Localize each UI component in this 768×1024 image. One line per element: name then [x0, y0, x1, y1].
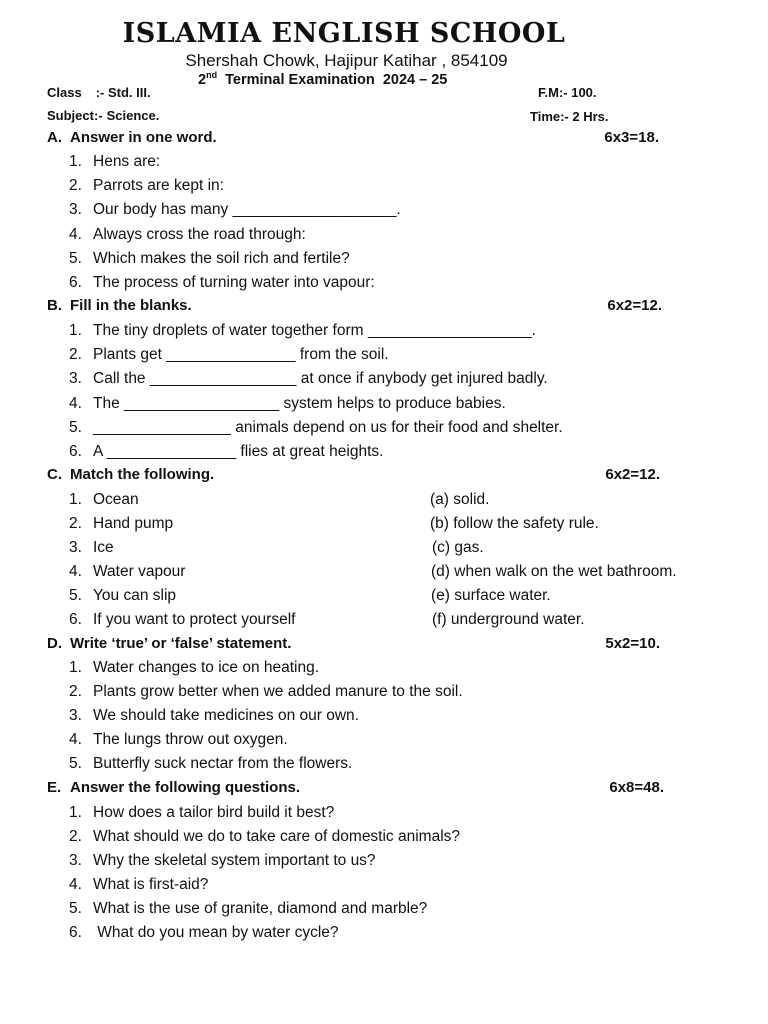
question-number: 4.: [69, 563, 82, 580]
question-item: [69, 175, 224, 197]
subject-label: Subject:-: [47, 108, 103, 123]
question-item: [69, 922, 339, 944]
question-text: We should take medicines on our own.: [93, 707, 359, 724]
question-item: [69, 826, 460, 848]
question-number: 1.: [69, 659, 82, 676]
question-number: 4.: [69, 395, 82, 412]
question-item: [69, 753, 352, 775]
question-item: [69, 898, 427, 920]
section-marks: 6x8=48.: [609, 779, 664, 796]
match-left-item: [69, 489, 139, 511]
question-text: Hens are:: [93, 153, 161, 170]
question-text: Parrots are kept in:: [93, 177, 224, 194]
question-text: What do you mean by water cycle?: [93, 924, 339, 941]
section-a-heading: [47, 128, 716, 148]
question-item: [69, 368, 548, 390]
question-text: Which makes the soil rich and fertile?: [93, 250, 350, 267]
question-text: How does a tailor bird build it best?: [93, 804, 335, 821]
question-text: Water vapour: [93, 563, 186, 580]
question-text: Ocean: [93, 491, 139, 508]
question-text: Always cross the road through:: [93, 226, 306, 243]
question-text: The __________________ system helps to produce babies.: [93, 395, 506, 412]
section-letter: B.: [47, 297, 62, 314]
question-text: The tiny droplets of water together form ___________________.: [93, 322, 536, 339]
question-text: Call the _________________ at once if anybody get injured badly.: [93, 370, 548, 387]
section-letter: E.: [47, 779, 62, 796]
section-marks: 6x3=18.: [604, 129, 659, 146]
question-number: 2.: [69, 515, 82, 532]
school-address: Shershah Chowk, Hajipur Katihar , 854109: [185, 51, 508, 70]
question-text: Hand pump: [93, 515, 174, 532]
question-text: The lungs throw out oxygen.: [93, 731, 288, 748]
exam-ordinal: 2: [198, 72, 207, 88]
section-letter: D.: [47, 635, 62, 652]
question-number: 5.: [69, 755, 82, 772]
full-marks: F.M:- 100.: [538, 85, 597, 100]
subject-line: [47, 108, 159, 123]
question-text: The process of turning water into vapour:: [93, 274, 375, 291]
section-b-heading: [47, 296, 716, 316]
section-title: Answer the following questions.: [70, 779, 301, 796]
match-left-item: [69, 609, 295, 631]
exam-time: Time:- 2 Hrs.: [530, 109, 609, 124]
subject-value: Science.: [106, 108, 160, 123]
question-text: What is first-aid?: [93, 876, 209, 893]
question-number: 3.: [69, 852, 82, 869]
question-item: [69, 705, 359, 727]
section-title: Write ‘true’ or ‘false’ statement.: [70, 635, 292, 652]
question-text: Butterfly suck nectar from the flowers.: [93, 755, 353, 772]
question-text: ________________ animals depend on us for their food and shelter.: [93, 419, 563, 436]
match-left-item: [69, 513, 173, 535]
question-number: 5.: [69, 587, 82, 604]
question-number: 6.: [69, 924, 82, 941]
match-left-item: [69, 585, 176, 607]
question-item: [69, 248, 350, 270]
class-value: :- Std. III.: [95, 85, 151, 100]
question-number: 3.: [69, 370, 82, 387]
question-number: 4.: [69, 226, 82, 243]
match-left-item: [69, 561, 185, 583]
question-number: 3.: [69, 707, 82, 724]
question-item: [69, 199, 401, 221]
match-right-item: (d) when walk on the wet bathroom.: [431, 563, 677, 580]
section-title: Answer in one word.: [70, 129, 217, 146]
question-item: [69, 320, 536, 342]
class-label: Class: [47, 85, 82, 100]
question-number: 5.: [69, 419, 82, 436]
question-number: 5.: [69, 250, 82, 267]
question-text: What should we do to take care of domestic animals?: [93, 828, 461, 845]
question-text: If you want to protect yourself: [93, 611, 296, 628]
question-text: Plants grow better when we added manure to the soil.: [93, 683, 463, 700]
question-item: [69, 393, 506, 415]
exam-ordinal-suffix: nd: [206, 70, 218, 80]
section-c-heading: [47, 465, 716, 485]
question-text: Water changes to ice on heating.: [93, 659, 320, 676]
question-number: 2.: [69, 346, 82, 363]
question-item: [69, 802, 334, 824]
section-marks: 6x2=12.: [605, 466, 660, 483]
match-right-item: (c) gas.: [432, 539, 484, 556]
question-item: [69, 344, 389, 366]
question-number: 6.: [69, 274, 82, 291]
question-number: 2.: [69, 177, 82, 194]
section-title: Match the following.: [70, 466, 215, 483]
match-right-item: (f) underground water.: [432, 611, 585, 628]
match-right-item: (a) solid.: [430, 491, 490, 508]
section-e-heading: [47, 778, 716, 798]
question-number: 1.: [69, 491, 82, 508]
question-number: 6.: [69, 443, 82, 460]
question-number: 1.: [69, 804, 82, 821]
class-line: [47, 85, 151, 100]
exam-year: 2024 – 25: [382, 72, 448, 88]
match-right-item: (e) surface water.: [431, 587, 551, 604]
section-marks: 5x2=10.: [605, 635, 660, 652]
question-text: Plants get _______________ from the soil.: [93, 346, 389, 363]
question-number: 4.: [69, 731, 82, 748]
match-right-item: (b) follow the safety rule.: [430, 515, 599, 532]
exam-title: [198, 70, 447, 88]
question-item: [69, 224, 306, 246]
question-item: [69, 681, 463, 703]
section-letter: A.: [47, 129, 62, 146]
question-number: 1.: [69, 153, 82, 170]
question-number: 2.: [69, 683, 82, 700]
question-text: What is the use of granite, diamond and marble?: [93, 900, 428, 917]
school-name: ISLAMIA ENGLISH SCHOOL: [122, 18, 566, 49]
question-item: [69, 151, 160, 173]
section-letter: C.: [47, 466, 62, 483]
exam-title-text: Terminal Examination: [225, 72, 375, 88]
question-item: [69, 272, 375, 294]
section-title: Fill in the blanks.: [70, 297, 192, 314]
question-number: 4.: [69, 876, 82, 893]
section-marks: 6x2=12.: [607, 297, 662, 314]
question-item: [69, 417, 563, 439]
question-item: [69, 874, 208, 896]
question-text: You can slip: [93, 587, 177, 604]
question-number: 1.: [69, 322, 82, 339]
match-left-item: [69, 537, 114, 559]
question-number: 6.: [69, 611, 82, 628]
question-number: 5.: [69, 900, 82, 917]
question-text: Our body has many ___________________.: [93, 201, 401, 218]
question-text: Ice: [93, 539, 114, 556]
question-item: [69, 850, 376, 872]
question-text: Why the skeletal system important to us?: [93, 852, 376, 869]
question-number: 2.: [69, 828, 82, 845]
question-number: 3.: [69, 201, 82, 218]
section-d-heading: [47, 634, 716, 654]
question-item: [69, 729, 288, 751]
question-number: 3.: [69, 539, 82, 556]
question-text: A _______________ flies at great heights.: [93, 443, 384, 460]
question-item: [69, 441, 383, 463]
question-item: [69, 657, 319, 679]
